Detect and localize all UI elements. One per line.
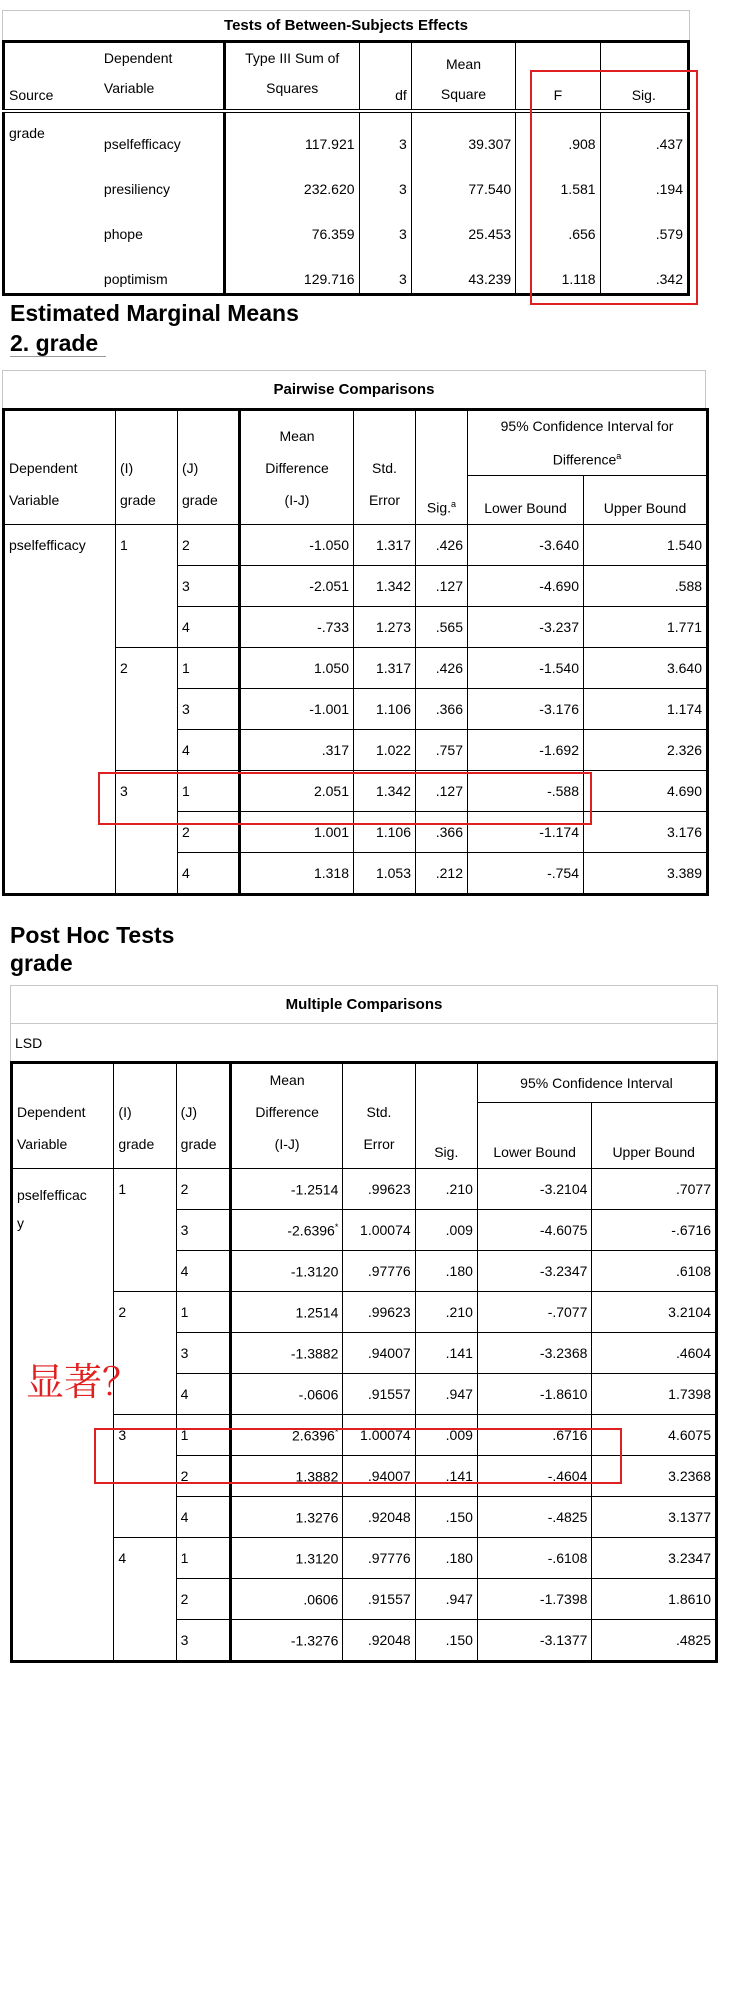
header-lower-bound: Lower Bound [477, 1103, 591, 1169]
heading-post-hoc-tests: Post Hoc Tests [10, 922, 175, 948]
lb-cell: -1.7398 [477, 1579, 591, 1620]
lb-cell: -.7077 [477, 1292, 591, 1333]
md-value: -1.3120 [290, 1263, 339, 1280]
lb-cell: -3.176 [468, 688, 584, 729]
header-j-grade [178, 410, 240, 525]
header-sum-of-squares: Type III Sum of Squares [224, 42, 359, 112]
header-j-grade [176, 1063, 230, 1169]
header-dv-line2: Variable [9, 491, 60, 508]
se-cell: 1.00074 [343, 1210, 415, 1251]
ss-cell: 232.620 [224, 158, 359, 203]
ub-cell: 1.771 [666, 618, 703, 635]
sig-cell: .212 [416, 852, 468, 894]
sig-cell: .141 [415, 1333, 477, 1374]
md-mark: * [334, 1221, 339, 1232]
j-grade-cell: 2 [176, 1169, 230, 1210]
sig-cell: .757 [416, 729, 468, 770]
lb-cell: -3.2104 [477, 1169, 591, 1210]
ub-cell: 3.640 [584, 647, 708, 688]
md-value: 1.2514 [295, 1304, 339, 1321]
lb-cell: -1.540 [468, 647, 584, 688]
table2-header-row-1 [4, 410, 708, 476]
header-df: df [359, 42, 411, 112]
sig-cell: .342 [655, 271, 683, 287]
se-cell: 1.053 [354, 852, 416, 894]
table-row [12, 1292, 717, 1333]
heading-grade: grade [10, 950, 73, 976]
header-dependent-variable [4, 410, 116, 525]
ub-cell: 1.8610 [592, 1579, 717, 1620]
handwritten-annotation: 显著？ [26, 1360, 141, 1404]
md-cell [230, 1579, 342, 1620]
se-cell: 1.317 [354, 647, 416, 688]
sig-cell: .141 [415, 1456, 477, 1497]
md-cell: .317 [240, 729, 354, 770]
df-cell: 3 [359, 248, 411, 295]
sig-cell: .426 [416, 647, 468, 688]
se-cell: .94007 [343, 1333, 415, 1374]
method-label: LSD [10, 1023, 718, 1061]
sig-cell: .009 [415, 1210, 477, 1251]
ub-cell: .4604 [592, 1333, 717, 1374]
md-cell [230, 1620, 342, 1662]
i-grade-cell: 1 [116, 524, 178, 647]
header-i-grade [114, 1063, 176, 1169]
j-grade-cell: 1 [176, 1292, 230, 1333]
ub-cell: 4.690 [584, 770, 708, 811]
md-value: -.0606 [298, 1386, 339, 1403]
md-value: -2.6396 [287, 1222, 335, 1239]
md-value: .0606 [303, 1591, 339, 1608]
ub-cell: 3.389 [666, 864, 703, 881]
se-cell: .97776 [343, 1538, 415, 1579]
md-cell [230, 1374, 342, 1415]
se-cell: 1.342 [354, 770, 416, 811]
j-grade-cell: 3 [176, 1333, 230, 1374]
ms-cell: 39.307 [411, 111, 515, 158]
header-j-line2: grade [182, 491, 218, 508]
md-cell [230, 1210, 342, 1251]
sig-cell: .565 [416, 606, 468, 647]
header-sig [416, 410, 468, 525]
md-mark: * [334, 1426, 339, 1437]
header-upper-bound: Upper Bound [592, 1103, 717, 1169]
se-cell: 1.317 [354, 524, 416, 565]
header-md-line1: Mean [279, 427, 315, 444]
table2-caption: Pairwise Comparisons [2, 370, 706, 408]
sig-cell: .150 [415, 1620, 477, 1662]
table-row [12, 1538, 717, 1579]
ss-cell: 76.359 [224, 203, 359, 248]
se-cell: .92048 [343, 1620, 415, 1662]
i-grade-cell: 4 [114, 1538, 176, 1662]
header-i-line1: (I) [118, 1104, 132, 1120]
j-grade-cell: 4 [178, 729, 240, 770]
ub-cell: .6108 [675, 1263, 711, 1279]
sig-cell: .366 [416, 688, 468, 729]
lb-cell: -4.6075 [477, 1210, 591, 1251]
j-grade-cell: 1 [176, 1538, 230, 1579]
sig-cell: .579 [655, 226, 683, 242]
highlight-f-sig-box [530, 70, 698, 305]
md-cell: 1.050 [240, 647, 354, 688]
ub-cell: .7077 [592, 1169, 717, 1210]
j-grade-cell: 4 [176, 1251, 230, 1292]
header-md-line2: Difference [255, 1104, 319, 1120]
table-row [12, 1169, 717, 1210]
se-cell: .97776 [343, 1251, 415, 1292]
j-grade-cell: 3 [178, 565, 240, 606]
header-md-line2: Difference [265, 459, 329, 476]
dv-cell: phope [100, 203, 225, 248]
highlight-grade3-row-box [98, 772, 592, 825]
md-cell [230, 1251, 342, 1292]
f-cell: .908 [516, 111, 600, 158]
md-cell: 2.051 [240, 770, 354, 811]
sig-cell: .180 [415, 1538, 477, 1579]
lb-cell: -1.174 [468, 811, 584, 852]
header-ci-mark: a [616, 451, 622, 461]
dv-cell: presiliency [100, 158, 225, 203]
se-cell: 1.106 [354, 811, 416, 852]
se-cell: .91557 [343, 1374, 415, 1415]
header-j-line1: (J) [182, 459, 199, 476]
sig-cell: .210 [415, 1169, 477, 1210]
ub-cell: 3.2347 [592, 1538, 717, 1579]
lb-cell: -3.2368 [477, 1333, 591, 1374]
j-grade-cell: 1 [178, 770, 240, 811]
i-grade-cell: 1 [114, 1169, 176, 1292]
lb-cell: -.588 [468, 770, 584, 811]
ub-cell: 4.6075 [592, 1415, 717, 1456]
se-cell: 1.273 [354, 606, 416, 647]
dv-cell: poptimism [100, 248, 225, 295]
header-ci-line2 [472, 441, 702, 475]
ub-cell: 1.7398 [668, 1386, 711, 1402]
df-cell: 3 [359, 203, 411, 248]
md-value: -1.2514 [290, 1181, 339, 1198]
sig-cell: .366 [416, 811, 468, 852]
j-grade-cell: 3 [176, 1210, 230, 1251]
ub-cell: 3.2104 [592, 1292, 717, 1333]
header-se-line2: Error [368, 491, 401, 508]
header-sig: Sig. [415, 1063, 477, 1169]
header-lower-bound: Lower Bound [468, 475, 584, 524]
ub-cell: 2.326 [666, 741, 703, 758]
se-cell: .99623 [343, 1169, 415, 1210]
md-cell [230, 1497, 342, 1538]
heading-2-grade: 2. grade [10, 330, 106, 357]
ub-cell: 1.174 [584, 688, 708, 729]
highlight-significant-row-box [94, 1428, 622, 1484]
header-se-line1: Std. [372, 459, 397, 476]
se-cell: .92048 [343, 1497, 415, 1538]
sig-cell: .127 [416, 565, 468, 606]
md-cell: -.733 [240, 606, 354, 647]
f-cell: 1.118 [516, 248, 600, 295]
header-i-grade [116, 410, 178, 525]
lb-cell: .6716 [477, 1415, 591, 1456]
se-cell: .91557 [343, 1579, 415, 1620]
j-grade-cell: 3 [176, 1620, 230, 1662]
md-value: 1.3882 [295, 1468, 339, 1485]
header-md-line1: Mean [269, 1072, 305, 1088]
ub-cell: -.6716 [592, 1210, 717, 1251]
j-grade-cell: 1 [178, 647, 240, 688]
f-cell: 1.581 [516, 158, 600, 203]
header-ci [468, 410, 708, 476]
header-std-error [343, 1063, 415, 1169]
header-upper-bound: Upper Bound [584, 475, 708, 524]
header-md-line3: (I-J) [284, 491, 310, 508]
table-row [4, 524, 708, 565]
header-ci: 95% Confidence Interval [477, 1063, 716, 1103]
j-grade-cell: 4 [176, 1497, 230, 1538]
ub-cell: 3.176 [584, 811, 708, 852]
sig-cell: .127 [416, 770, 468, 811]
df-cell: 3 [359, 111, 411, 158]
md-cell [230, 1169, 342, 1210]
header-std-error [354, 410, 416, 525]
header-md-line3: (I-J) [274, 1136, 300, 1152]
lb-cell: -.6108 [477, 1538, 591, 1579]
lb-cell: -1.692 [468, 729, 584, 770]
ss-cell: 129.716 [224, 248, 359, 295]
sig-cell: .180 [415, 1251, 477, 1292]
md-cell: 1.318 [240, 852, 354, 894]
j-grade-cell: 2 [178, 811, 240, 852]
se-cell: .94007 [343, 1456, 415, 1497]
source-grade: grade [9, 125, 45, 141]
j-grade-cell: 1 [176, 1415, 230, 1456]
se-cell: 1.022 [354, 729, 416, 770]
md-value: -1.3276 [290, 1632, 339, 1649]
j-grade-cell: 3 [178, 688, 240, 729]
ub-cell: 3.2368 [592, 1456, 717, 1497]
ub-cell: 3.1377 [668, 1509, 711, 1525]
j-grade-cell: 2 [176, 1579, 230, 1620]
header-mean-square: Mean Square [411, 42, 515, 112]
sig-cell: .437 [655, 136, 683, 152]
sig-cell: .947 [415, 1579, 477, 1620]
header-j-line1: (J) [180, 1104, 197, 1120]
ms-cell: 77.540 [411, 158, 515, 203]
i-grade-cell: 3 [116, 770, 178, 894]
table3-caption: Multiple Comparisons [10, 985, 718, 1023]
j-grade-cell: 4 [178, 606, 240, 647]
se-cell: .99623 [343, 1292, 415, 1333]
se-cell: 1.00074 [343, 1415, 415, 1456]
lb-cell: -3.237 [468, 606, 584, 647]
heading-estimated-marginal-means: Estimated Marginal Means [10, 300, 299, 326]
lb-cell: -.754 [468, 852, 584, 894]
sig-cell: .210 [415, 1292, 477, 1333]
ms-cell: 25.453 [411, 203, 515, 248]
se-cell: 1.342 [354, 565, 416, 606]
f-cell: .656 [516, 203, 600, 248]
header-dependent-variable [12, 1063, 114, 1169]
sig-cell: .194 [655, 181, 683, 197]
ub-cell: .4825 [675, 1632, 711, 1648]
sig-cell: .426 [416, 524, 468, 565]
lb-cell: -.4825 [477, 1497, 591, 1538]
md-value: 2.6396 [292, 1427, 335, 1444]
header-j-line2: grade [180, 1136, 217, 1152]
ub-cell: .588 [584, 565, 708, 606]
header-mean-difference [240, 410, 354, 525]
sig-cell: .150 [415, 1497, 477, 1538]
lb-cell: -.4604 [477, 1456, 591, 1497]
sig-cell: .947 [415, 1374, 477, 1415]
md-cell [230, 1333, 342, 1374]
j-grade-cell: 4 [176, 1374, 230, 1415]
header-dependent-variable: Dependent Variable [100, 42, 225, 112]
md-cell [230, 1292, 342, 1333]
se-cell: 1.106 [354, 688, 416, 729]
i-grade-cell: 2 [116, 647, 178, 770]
i-grade-cell: 3 [114, 1415, 176, 1538]
j-grade-cell: 4 [178, 852, 240, 894]
dv-line2: y [17, 1215, 24, 1231]
header-dv-line1: Dependent [9, 459, 78, 476]
lb-cell: -3.2347 [477, 1251, 591, 1292]
header-sig: Sig. [600, 42, 688, 112]
header-ci-line1: 95% Confidence Interval for [500, 418, 674, 434]
header-source: Source [4, 42, 100, 112]
dv-line1: pselfefficac [17, 1187, 87, 1203]
md-cell [230, 1538, 342, 1579]
df-cell: 3 [359, 158, 411, 203]
sig-cell: .009 [415, 1415, 477, 1456]
ss-cell: 117.921 [224, 111, 359, 158]
md-value: -1.3882 [290, 1345, 339, 1362]
dv-pselfefficacy [12, 1169, 114, 1662]
md-cell: -2.051 [240, 565, 354, 606]
header-i-line2: grade [118, 1136, 155, 1152]
header-sig-label: Sig. [426, 499, 452, 516]
table1-caption: Tests of Between-Subjects Effects [2, 10, 690, 40]
lb-cell: -1.8610 [477, 1374, 591, 1415]
header-ci-line2-text: Difference [552, 451, 617, 468]
header-sig-mark: a [451, 499, 457, 509]
md-value: 1.3276 [295, 1509, 339, 1526]
ub-cell: 1.540 [584, 524, 708, 565]
ms-cell: 43.239 [411, 248, 515, 295]
j-grade-cell: 2 [176, 1456, 230, 1497]
dv-pselfefficacy: pselfefficacy [4, 524, 116, 894]
md-cell: -1.050 [240, 524, 354, 565]
dv-cell: pselfefficacy [100, 111, 225, 158]
header-dv-line2: Variable [17, 1136, 68, 1152]
md-cell: 1.001 [240, 811, 354, 852]
table3-header-row-1 [12, 1063, 717, 1103]
header-f: F [516, 42, 600, 112]
md-value: 1.3120 [295, 1550, 339, 1567]
md-cell: -1.001 [240, 688, 354, 729]
header-i-line1: (I) [120, 459, 134, 476]
lb-cell: -3.1377 [477, 1620, 591, 1662]
j-grade-cell: 2 [178, 524, 240, 565]
i-grade-cell: 2 [114, 1292, 176, 1415]
header-i-line2: grade [120, 491, 156, 508]
header-se-line2: Error [363, 1136, 395, 1152]
header-mean-difference [230, 1063, 342, 1169]
header-se-line1: Std. [366, 1104, 392, 1120]
lb-cell: -4.690 [468, 565, 584, 606]
lb-cell: -3.640 [468, 524, 584, 565]
header-dv-line1: Dependent [17, 1104, 86, 1120]
